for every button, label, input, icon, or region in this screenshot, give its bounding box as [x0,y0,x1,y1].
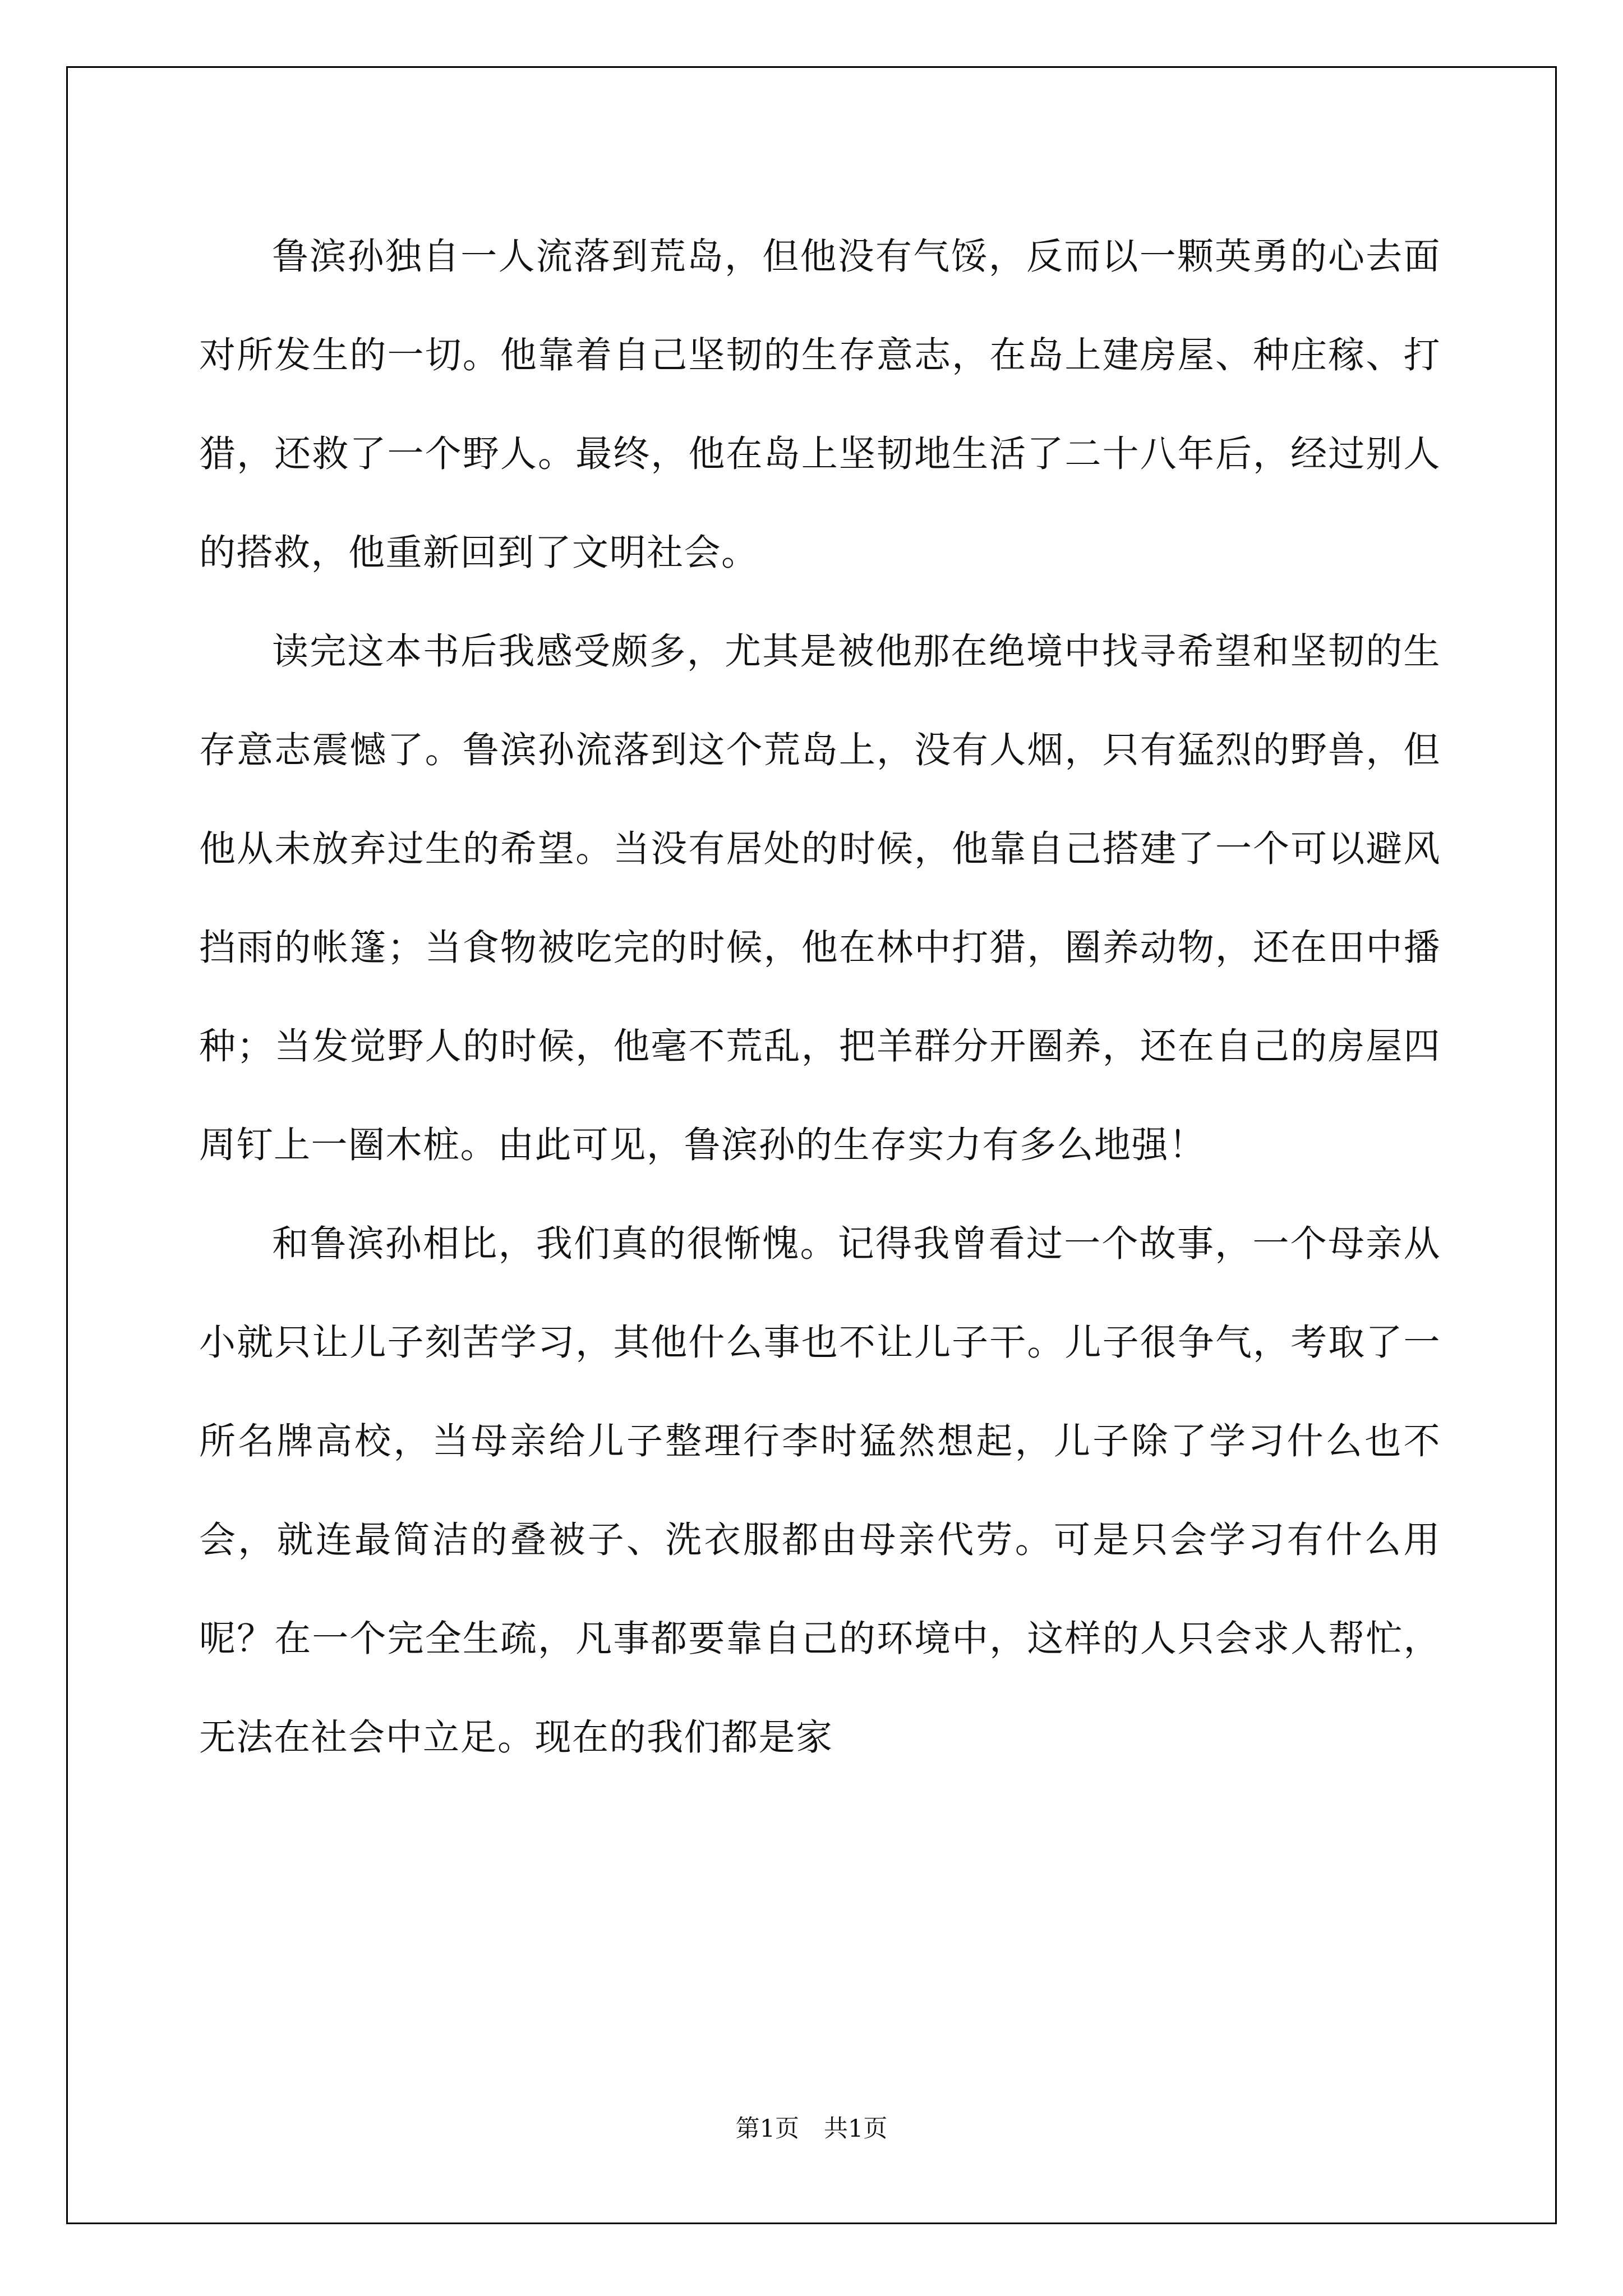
page-footer [0,2110,1623,2144]
paragraph-2: 读完这本书后我感受颇多，尤其是被他那在绝境中找寻希望和坚韧的生存意志震憾了。鲁滨孙流落到这个荒岛上，没有人烟，只有猛烈的野兽，但他从未放弃过生的希望。当没有居处的时候，他靠自己搭建了一个可以避风挡雨的帐篷；当食物被吃完的时候，他在林中打猎，圈养动物，还在田中播种；当发觉野人的时候，他毫不荒乱，把羊群分开圈养，还在自己的房屋四周钉上一圈木桩。由此可见，鲁滨孙的生存实力有多么地强！ [199,631,1441,1166]
document-body [199,208,1441,1787]
page-number: 第1页 [735,2115,799,2143]
paragraph-3: 和鲁滨孙相比，我们真的很惭愧。记得我曾看过一个故事，一个母亲从小就只让儿子刻苦学习，其他什么事也不让儿子干。儿子很争气，考取了一所名牌高校，当母亲给儿子整理行李时猛然想起，儿子除了学习什么也不会，就连最简洁的叠被子、洗衣服都由母亲代劳。可是只会学习有什么用呢？在一个完全生疏，凡事都要靠自己的环境中，这样的人只会求人帮忙，无法在社会中立足。现在的我们都是家 [199,1223,1441,1759]
page-total: 共1页 [824,2115,888,2143]
paragraph-1: 鲁滨孙独自一人流落到荒岛，但他没有气馁，反而以一颗英勇的心去面对所发生的一切。他靠着自己坚韧的生存意志，在岛上建房屋、种庄稼、打猎，还救了一个野人。最终，他在岛上坚韧地生活了二十八年后，经过别人的搭救，他重新回到了文明社会。 [199,236,1441,574]
